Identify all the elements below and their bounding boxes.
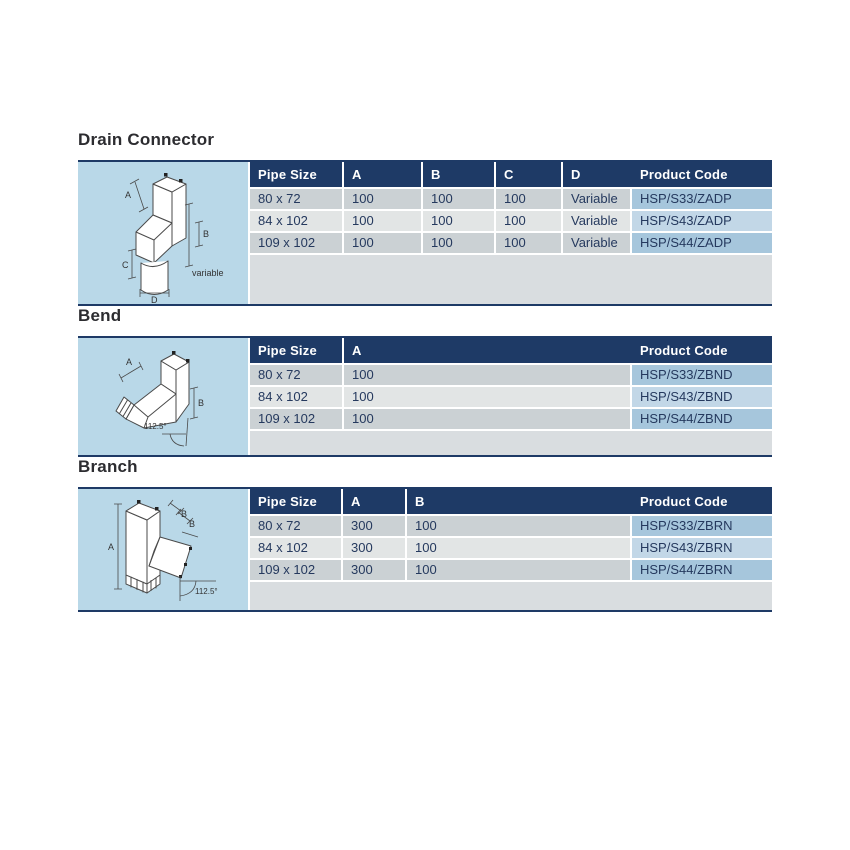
column-header-b: B (415, 494, 425, 509)
dim-label-c: C (122, 260, 129, 270)
pipe-size-value: 80 x 72 (250, 189, 344, 209)
table-footer-area (250, 582, 772, 610)
column-header-a: A (344, 162, 423, 187)
column-header-d: D (571, 167, 581, 182)
bend-diagram-panel (78, 338, 250, 455)
column-header-pipe-size: Pipe Size (250, 162, 344, 187)
dim-label-a: A (125, 190, 132, 200)
column-header-a: A (343, 489, 407, 514)
bend-grid (250, 338, 772, 455)
dim-a-value: 100 (344, 409, 632, 429)
drain-connector-grid (250, 162, 772, 304)
table-header-row (250, 338, 772, 365)
pipe-size-value: 80 x 72 (250, 365, 344, 385)
dim-label-variable: variable (192, 268, 224, 278)
drain-connector-diagram-panel (78, 162, 250, 304)
branch-diagram-panel (78, 489, 250, 610)
pipe-size-value: 109 x 102 (250, 233, 344, 253)
section-title-branch: Branch (78, 457, 138, 476)
dim-label-a: A (108, 542, 115, 552)
dim-d-value: Variable (563, 189, 632, 209)
angle-label: 112.5° (144, 422, 167, 431)
column-header-c: C (496, 162, 563, 187)
dim-a-value: 100 (344, 189, 423, 209)
product-code-value: HSP/S33/ZBND (632, 365, 772, 385)
column-header-b: B (423, 162, 496, 187)
bend-diagram (78, 338, 248, 455)
branch-diagram (78, 489, 248, 610)
diagram-lines (136, 173, 186, 295)
product-code-value: HSP/S33/ZADP (632, 189, 772, 209)
dim-a-value: 300 (343, 538, 407, 558)
product-code-value: HSP/S33/ZBRN (632, 516, 772, 536)
table-row (250, 387, 772, 409)
table-row (250, 189, 772, 211)
pipe-size-value: 84 x 102 (250, 538, 343, 558)
table-footer-area (250, 431, 772, 455)
table-row (250, 538, 772, 560)
dim-label-b: B (203, 229, 210, 239)
pipe-size-value: 84 x 102 (250, 211, 344, 231)
product-code-value: HSP/S44/ZBND (632, 409, 772, 429)
table-header-row (250, 162, 772, 189)
column-header-product-code: Product Code (640, 167, 728, 182)
pipe-size-value: 109 x 102 (250, 560, 343, 580)
table-row (250, 516, 772, 538)
table-header-row (250, 489, 772, 516)
dim-label-a: A (126, 357, 133, 367)
dim-b-value: 100 (423, 189, 496, 209)
dim-label-b1: B (181, 509, 188, 519)
dim-a-value: 100 (344, 365, 632, 385)
dim-label-d: D (151, 295, 158, 304)
table-row (250, 233, 772, 255)
angle-label: 112.5° (195, 587, 218, 596)
dim-b-value: 100 (407, 560, 632, 580)
table-row (250, 409, 772, 431)
table-row (250, 560, 772, 582)
product-code-value: HSP/S43/ZBRN (632, 538, 772, 558)
product-code-value: HSP/S44/ZADP (632, 233, 772, 253)
dim-c-value: 100 (496, 211, 563, 231)
dim-b-value: 100 (423, 233, 496, 253)
drain-connector-table (78, 160, 772, 306)
dim-a-value: 300 (343, 560, 407, 580)
drain-connector-diagram (78, 162, 248, 304)
branch-grid (250, 489, 772, 610)
column-header-a: A (352, 343, 362, 358)
column-header-product-code: Product Code (640, 343, 728, 358)
dim-a-value: 100 (344, 211, 423, 231)
dim-a-value: 100 (344, 387, 632, 407)
table-footer-area (250, 255, 772, 304)
dim-d-value: Variable (563, 233, 632, 253)
pipe-size-value: 84 x 102 (250, 387, 344, 407)
dim-a-value: 300 (343, 516, 407, 536)
column-header-product-code: Product Code (640, 494, 728, 509)
dim-label-b: B (198, 398, 205, 408)
table-row (250, 211, 772, 233)
catalog-content (78, 130, 772, 612)
dim-b-value: 100 (407, 538, 632, 558)
section-title-bend: Bend (78, 306, 122, 325)
branch-table (78, 487, 772, 612)
product-code-value: HSP/S44/ZBRN (632, 560, 772, 580)
section-title-drain-connector: Drain Connector (78, 130, 215, 149)
dim-a-value: 100 (344, 233, 423, 253)
dim-c-value: 100 (496, 233, 563, 253)
pipe-size-value: 109 x 102 (250, 409, 344, 429)
column-header-pipe-size: Pipe Size (250, 338, 344, 363)
dim-b-value: 100 (407, 516, 632, 536)
column-header-pipe-size: Pipe Size (250, 489, 343, 514)
dim-d-value: Variable (563, 211, 632, 231)
dim-b-value: 100 (423, 211, 496, 231)
dim-c-value: 100 (496, 189, 563, 209)
bend-table (78, 336, 772, 457)
product-code-value: HSP/S43/ZBND (632, 387, 772, 407)
product-code-value: HSP/S43/ZADP (632, 211, 772, 231)
pipe-size-value: 80 x 72 (250, 516, 343, 536)
dim-label-b2: B (189, 519, 196, 529)
table-row (250, 365, 772, 387)
